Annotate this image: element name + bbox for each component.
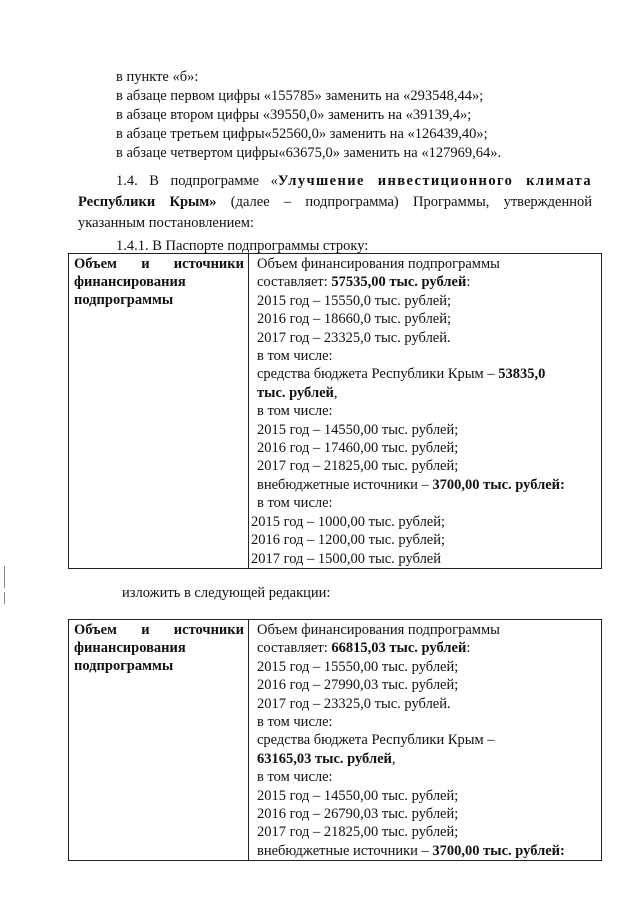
old-financing-cell [249,254,602,569]
amend-line-3: в абзаце втором цифры «39550,0» заменить на «39139,4»; [116,107,472,123]
old-line-6: в том числе: [257,348,333,365]
old-line-5: 2017 год – 23325,0 тыс. рублей. [257,329,451,346]
mid-instruction: изложить в следующей редакции: [122,585,331,601]
subprogram-name-part-2: Республики Крым» [78,194,217,210]
amend-line-1: в пункте «б»: [116,69,199,85]
old-line-11: 2016 год – 17460,00 тыс. рублей; [257,440,459,457]
paragraph-1-4-1: 1.4.1. В Паспорте подпрограммы строку: [116,238,369,254]
old-line-2 [257,273,597,291]
new-passport-table [68,619,602,861]
total-amount: 66815,03 тыс. рублей [331,640,467,657]
text: составляет: [257,274,332,291]
para-text: (далее – подпрограмма) Программы, утвержденной [216,194,592,210]
left-header-line-1: Объем и источники [74,256,244,272]
new-line-11: 2016 год – 26790,03 тыс. рублей; [257,806,459,823]
total-amount: 57535,00 тыс. рублей [331,274,467,291]
paragraph-1-4-line-3: указанным постановлением: [78,215,254,231]
amend-line-5: в абзаце четвертом цифры«63675,0» заменить на «127969,64». [116,145,502,161]
left-header-line-2: финансирования [74,640,186,656]
text: составляет: [257,640,332,657]
text: : [466,274,471,291]
new-line-10: 2015 год – 14550,00 тыс. рублей; [257,787,459,804]
budget-unit: тыс. рублей [257,384,334,401]
extrabudget-amount: 3700,00 тыс. рублей: [432,842,565,859]
new-line-8 [257,750,597,768]
text: , [391,750,396,767]
text: внебюджетные источники – [257,476,433,493]
left-header-line-2: финансирования [74,274,186,290]
new-financing-cell [249,620,602,861]
old-line-10: 2015 год – 14550,00 тыс. рублей; [257,421,459,438]
budget-amount: 53835,0 [498,366,546,383]
new-line-9: в том числе: [257,769,333,786]
extrabudget-amount: 3700,00 тыс. рублей: [432,476,565,493]
new-line-5: 2017 год – 23325,0 тыс. рублей. [257,695,451,712]
old-line-9: в том числе: [257,403,333,420]
old-line-15: 2015 год – 1000,00 тыс. рублей; [251,513,446,530]
old-line-16: 2016 год – 1200,00 тыс. рублей; [251,532,446,549]
new-line-13 [257,842,597,860]
subprogram-name-part-1: Улучшение инвестиционного климата [277,173,592,189]
budget-amount: 63165,03 тыс. рублей [257,750,392,767]
old-line-17: 2017 год – 1500,00 тыс. рублей [251,550,442,567]
old-line-3: 2015 год – 15550,0 тыс. рублей; [257,292,452,309]
old-line-12: 2017 год – 21825,00 тыс. рублей; [257,458,459,475]
paragraph-1-4-line-2 [78,192,592,213]
paragraph-1-4 [78,171,592,234]
new-line-4: 2016 год – 27990,03 тыс. рублей; [257,677,459,694]
old-passport-table [68,253,602,569]
old-line-7 [257,365,597,383]
amend-line-4: в абзаце третьем цифры«52560,0» заменить на «126439,40»; [116,126,488,142]
left-cell-header [69,254,249,569]
text: внебюджетные источники – [257,842,433,859]
left-header-line-3: подпрограммы [74,658,174,674]
table-row [69,254,602,569]
new-line-12: 2017 год – 21825,00 тыс. рублей; [257,824,459,841]
old-line-1: Объем финансирования подпрограммы [257,256,500,272]
new-line-3: 2015 год – 15550,00 тыс. рублей; [257,658,459,675]
old-line-8 [257,384,597,402]
para-text: 1.4. В подпрограмме « [116,173,278,189]
new-line-2 [257,639,597,657]
table-row [69,620,602,861]
scan-mark [4,566,5,588]
new-line-7: средства бюджета Республики Крым – [257,732,495,749]
paragraph-1-4-line-1 [78,171,592,192]
old-line-13 [257,476,597,494]
new-line-6: в том числе: [257,714,333,731]
left-header-line-1: Объем и источники [74,622,244,638]
left-header-line-3: подпрограммы [74,292,174,308]
text: : [466,640,471,657]
scan-mark [4,592,5,604]
left-cell-header [69,620,249,861]
new-line-1: Объем финансирования подпрограммы [257,622,500,638]
amend-line-2: в абзаце первом цифры «155785» заменить на «293548,44»; [116,88,484,104]
old-line-14: в том числе: [257,495,333,512]
text: , [333,384,338,401]
old-line-4: 2016 год – 18660,0 тыс. рублей; [257,311,452,328]
text: средства бюджета Республики Крым – [257,366,499,383]
